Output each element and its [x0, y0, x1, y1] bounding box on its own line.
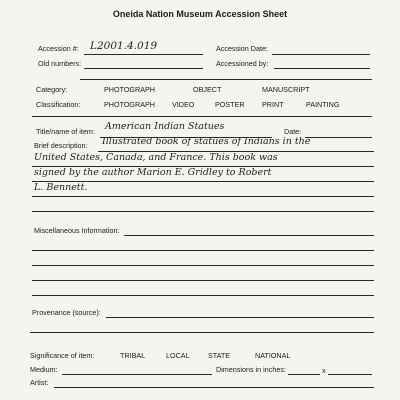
accession-number-label: Accession #:: [38, 44, 79, 53]
dimensions-height-line: [328, 374, 372, 375]
description-rule-4: [32, 196, 374, 197]
description-rule-5: [32, 211, 374, 212]
misc-info-line-5: [32, 295, 374, 296]
dimensions-x: x: [322, 366, 326, 375]
dimensions-label: Dimensions in inches:: [216, 365, 286, 374]
classification-option-painting[interactable]: PAINTING: [306, 100, 340, 109]
classification-underline: [32, 116, 372, 117]
artist-line: [54, 387, 374, 388]
classification-option-video[interactable]: VIDEO: [172, 100, 195, 109]
category-option-object[interactable]: OBJECT: [193, 85, 222, 94]
significance-label: Significance of item:: [30, 351, 95, 360]
accessioned-by-label: Accessioned by:: [216, 59, 269, 68]
significance-option-national[interactable]: NATIONAL: [255, 351, 291, 360]
title-name-value: American Indian Statues: [105, 121, 225, 132]
classification-option-print[interactable]: PRINT: [262, 100, 284, 109]
date-line: [305, 137, 372, 138]
dimensions-width-line: [288, 374, 320, 375]
classification-option-poster[interactable]: POSTER: [215, 100, 245, 109]
misc-info-label: Miscellaneous Information:: [34, 226, 120, 235]
misc-info-line-1: [124, 235, 374, 236]
accession-date-line: [272, 54, 370, 55]
category-label: Category:: [36, 85, 68, 94]
provenance-line-1: [106, 317, 374, 318]
description-line-3: signed by the author Marion E. Gridley to Robert: [34, 167, 272, 178]
description-line-1: Illustrated book of statues of Indians in the: [102, 136, 311, 147]
misc-info-line-4: [32, 280, 374, 281]
misc-info-line-3: [32, 265, 374, 266]
page-title: Oneida Nation Museum Accession Sheet: [112, 9, 288, 19]
category-option-photograph[interactable]: PHOTOGRAPH: [104, 85, 155, 94]
medium-label: Medium:: [30, 365, 58, 374]
classification-option-photograph[interactable]: PHOTOGRAPH: [104, 100, 155, 109]
accession-number-line: [84, 54, 203, 55]
significance-option-tribal[interactable]: TRIBAL: [120, 351, 146, 360]
date-label: Date:: [284, 127, 302, 136]
misc-info-line-2: [32, 250, 374, 251]
old-numbers-label: Old numbers:: [38, 59, 82, 68]
accession-date-label: Accession Date:: [216, 44, 268, 53]
title-name-label: Title/name of item:: [36, 127, 95, 136]
classification-label: Classification:: [36, 100, 81, 109]
artist-label: Artist:: [30, 378, 49, 387]
accession-number-value: L2001.4.019: [90, 40, 158, 52]
significance-option-state[interactable]: STATE: [208, 351, 231, 360]
category-option-manuscript[interactable]: MANUSCRIPT: [262, 85, 310, 94]
old-numbers-line: [84, 68, 203, 69]
description-line-4: L. Bennett.: [34, 182, 88, 193]
significance-option-local[interactable]: LOCAL: [166, 351, 190, 360]
provenance-label: Provenance (source):: [32, 308, 101, 317]
brief-description-label: Brief description:: [34, 141, 88, 150]
accessioned-by-line: [274, 68, 370, 69]
description-line-2: United States, Canada, and France. This book was: [34, 152, 278, 163]
header-underline: [80, 79, 372, 80]
provenance-line-2: [30, 332, 374, 333]
medium-line: [62, 374, 212, 375]
